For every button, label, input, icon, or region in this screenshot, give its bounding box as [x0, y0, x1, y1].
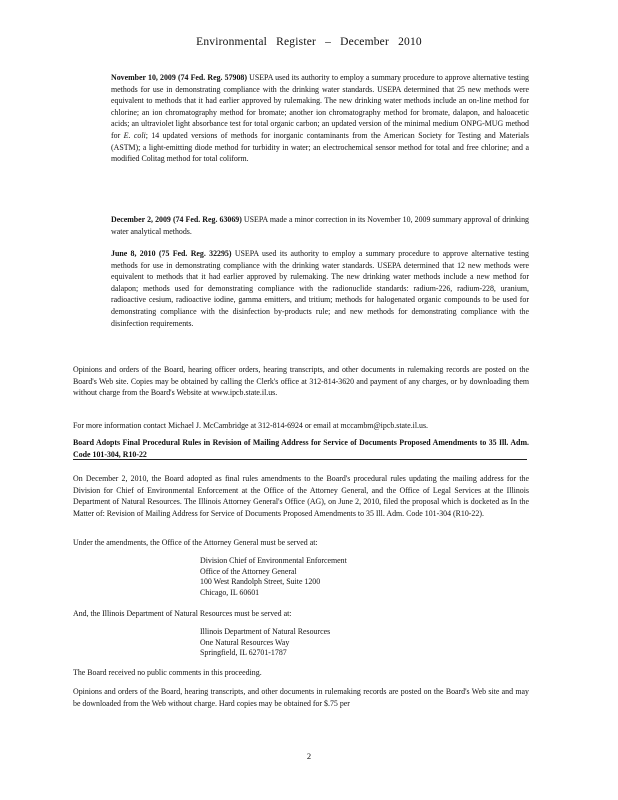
- entry-june-2010: [111, 248, 529, 329]
- opinions-paragraph: Opinions and orders of the Board, hearing officer orders, hearing transcripts, and other documents in rulemaking records are posted on the Board's Web site. Copies may be obtained by calling the Clerk's office at 312-814-3620 and payment of any charges, or by downloading them without charge from the Board's Website at www.ipcb.state.il.us.: [73, 365, 529, 398]
- entry-text: USEPA used its authority to employ a summary procedure to approve alternative testing methods for use in demonstrating compliance with the drinking water standards. USEPA determined that 25 new methods were equivalent to methods that it had earlier approved by rulemaking. The new drinking water methods include an on-line method for chlorine; an ion chromatography method for bromate; another ion chromatography method for bromate, dalapon, and haloacetic acids; an ultraviolet light absorbance test for total organic carbon; an updated version of the minimal medium ONPG-MUG method for: [111, 73, 529, 140]
- adoption-paragraph: On December 2, 2010, the Board adopted as final rules amendments to the Board's procedural rules updating the mailing address for the Division for Chief of Environmental Enforcement at the Office of the Attorney General, and the Office of Legal Services at the Illinois Department of Natural Resources. The Illinois Attorney General's Office (AG), on June 2, 2010, filed the proposal which is docketed as In the Matter of: Revision of Mailing Address for Service of Documents Proposed Amendments to 35 Ill. Adm. Code 101-304 (R10-22).: [73, 474, 529, 518]
- entry-text: USEPA used its authority to employ a summary procedure to approve alternative testing methods for use in demonstrating compliance with the drinking water standards. USEPA determined that 12 new methods were equivalent to methods that it had earlier approved by rulemaking. The new drinking water methods include a new method for dalapon; methods used for demonstrating compliance with the radionuclide standards: radium-226, radium-228, uranium, radioactive cesium, radioactive iodine, gamma emitters, and tritium; methods for halogenated organic compounds to be used for demonstrating compliance with the disinfection by-products rule; and new methods for demonstrating compliance with the disinfection requirements.: [111, 249, 529, 328]
- entry-citation: November 10, 2009 (74 Fed. Reg. 57908): [111, 73, 247, 82]
- entry-text: USEPA made a minor correction in its November 10, 2009 summary approval of drinking water analytical methods.: [111, 215, 529, 236]
- entry-december-2009: [111, 214, 529, 237]
- idnr-address-block: [200, 627, 330, 659]
- ag-address-block: [200, 556, 347, 598]
- heading-underline: [73, 459, 527, 460]
- entry-text-continued: ; 14 updated versions of methods for inorganic contaminants from the American Society for Testing and Materials (ASTM); a light-emitting diode method for turbidity in water; an electrochemical sensor method for total and free chlorine; and a modified Colitag method for total coliform.: [111, 130, 529, 164]
- address-line: 100 West Randolph Street, Suite 1200: [200, 577, 321, 587]
- address-line: Chicago, IL 60601: [200, 587, 260, 597]
- address-line: Division Chief of Environmental Enforcement: [200, 556, 347, 565]
- entry-citation: June 8, 2010 (75 Fed. Reg. 32295): [111, 249, 232, 258]
- address-line: Illinois Department of Natural Resources: [200, 627, 331, 636]
- section-heading: Board Adopts Final Procedural Rules in Revision of Mailing Address for Service of Documents Proposed Amendments to 35 Ill. Adm. Code 101-304, R10-22: [73, 438, 529, 459]
- opinions-paragraph-2: Opinions and orders of the Board, hearing transcripts, and other documents in rulemaking records are posted on the Board's Web site and may be downloaded from the Web without charge. Hard copies may be obtained for $.75 per: [73, 687, 529, 708]
- service-ag-paragraph: Under the amendments, the Office of the Attorney General must be served at:: [73, 538, 318, 547]
- entry-citation: December 2, 2009 (74 Fed. Reg. 63069): [111, 215, 242, 224]
- page-header: Environmental Register – December 2010: [196, 36, 422, 48]
- page-number: 2: [306, 751, 312, 761]
- entry-november-2009: [111, 72, 529, 165]
- address-line: Office of the Attorney General: [200, 566, 297, 576]
- service-idnr-paragraph: And, the Illinois Department of Natural Resources must be served at:: [73, 609, 292, 618]
- entry-italic-term: E. coli: [123, 130, 146, 140]
- address-line: Springfield, IL 62701-1787: [200, 648, 287, 658]
- comments-paragraph: The Board received no public comments in this proceeding.: [73, 668, 262, 677]
- contact-paragraph: For more information contact Michael J. McCambridge at 312-814-6924 or email at mccambm@ipcb.state.il.us.: [73, 421, 429, 430]
- address-line: One Natural Resources Way: [200, 637, 290, 647]
